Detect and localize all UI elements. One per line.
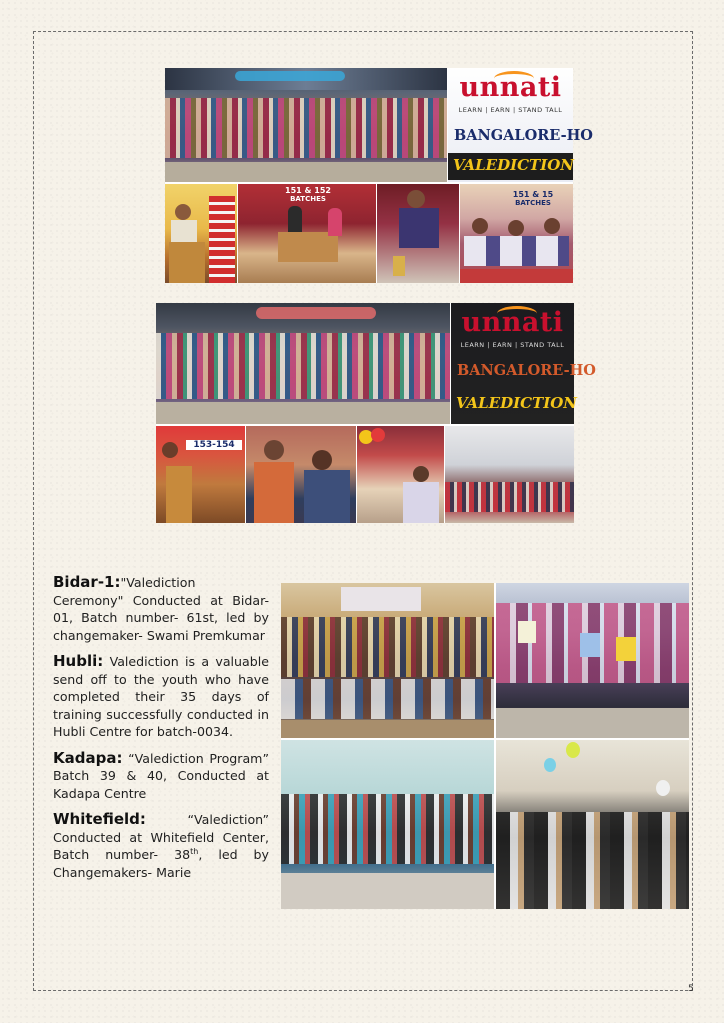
hall-photo bbox=[445, 426, 574, 523]
entry-body-hubli: Valediction is a valuable send off to the youth who have completed their 35 days of training successfully conducted in Hubli Centre for batch-0034. bbox=[53, 654, 269, 739]
valediction-strip bbox=[448, 153, 573, 180]
unnati-banner-1 bbox=[448, 68, 593, 182]
award-photo bbox=[246, 426, 356, 523]
entry-body-whitefield-2: , led by Changemakers- Marie bbox=[53, 847, 270, 880]
logo-tagline-2: LEARN | EARN | STAND TALL bbox=[460, 341, 565, 349]
entry-body-whitefield-sup: th bbox=[190, 846, 199, 856]
entry-title-hubli: Hubli: bbox=[53, 652, 104, 670]
group-photo bbox=[165, 68, 447, 182]
guests-photo bbox=[460, 184, 573, 283]
stage-sign-sub: BATCHES bbox=[290, 195, 326, 203]
unnati-banner-2 bbox=[451, 303, 596, 424]
kadapa-group-photo bbox=[281, 740, 494, 909]
unnati-logo: unnati bbox=[459, 72, 562, 103]
collage-bangalore-1 bbox=[165, 68, 593, 283]
stage-sign-2 bbox=[498, 190, 568, 207]
logo-tagline: LEARN | EARN | STAND TALL bbox=[458, 106, 563, 114]
stage-photo bbox=[238, 184, 376, 283]
centre-name: BANGALORE-HO bbox=[454, 127, 593, 144]
entry-title-kadapa: Kadapa: bbox=[53, 748, 123, 767]
entry-hubli bbox=[53, 653, 269, 741]
stage-sign-2-sub: BATCHES bbox=[515, 199, 551, 207]
stage-sign-batches: 151 & 152 bbox=[285, 186, 331, 195]
entries-text bbox=[53, 574, 269, 890]
entry-kadapa bbox=[53, 750, 269, 803]
valediction-title: VALEDICTION bbox=[453, 156, 575, 174]
entry-body-kadapa: “Valediction Program” Batch 39 & 40, Conducted at Kadapa Centre bbox=[53, 750, 269, 801]
entry-body-bidar: "Valediction Ceremony" Conducted at Bidar-01, Batch number- 61st, led by changemaker- Swami Premkumar bbox=[53, 575, 269, 643]
speaker-photo-2 bbox=[156, 426, 245, 523]
entry-bidar bbox=[53, 574, 269, 644]
stage-sign bbox=[268, 186, 348, 203]
group-photo-2 bbox=[156, 303, 450, 424]
valediction-strip-2 bbox=[451, 391, 578, 418]
unnati-logo-2: unnati bbox=[461, 307, 564, 338]
lamp-lighting-photo bbox=[377, 184, 459, 283]
page-number: 5 bbox=[688, 984, 694, 994]
bidar-group-photo bbox=[281, 583, 494, 738]
entry-body-whitefield-1: “Valediction” Conducted at Whitefield Center, Batch number- 38 bbox=[53, 812, 269, 862]
stage-sign-3-batches: 153-154 bbox=[193, 440, 235, 450]
hubli-certificates-photo bbox=[496, 583, 689, 738]
centre-name-2: BANGALORE-HO bbox=[457, 362, 596, 379]
entry-title-bidar: Bidar-1: bbox=[53, 573, 121, 591]
balloons-photo bbox=[357, 426, 444, 523]
whitefield-group-photo bbox=[496, 740, 689, 909]
entry-title-whitefield: Whitefield: bbox=[53, 810, 146, 828]
speaker-photo bbox=[165, 184, 237, 283]
collage-bangalore-2 bbox=[156, 303, 596, 523]
stage-sign-2-batches: 151 & 15 bbox=[512, 190, 554, 199]
stage-sign-3 bbox=[186, 440, 242, 450]
centre-photo-grid bbox=[281, 583, 689, 909]
valediction-title-2: VALEDICTION bbox=[456, 394, 578, 412]
entry-whitefield bbox=[53, 811, 269, 881]
